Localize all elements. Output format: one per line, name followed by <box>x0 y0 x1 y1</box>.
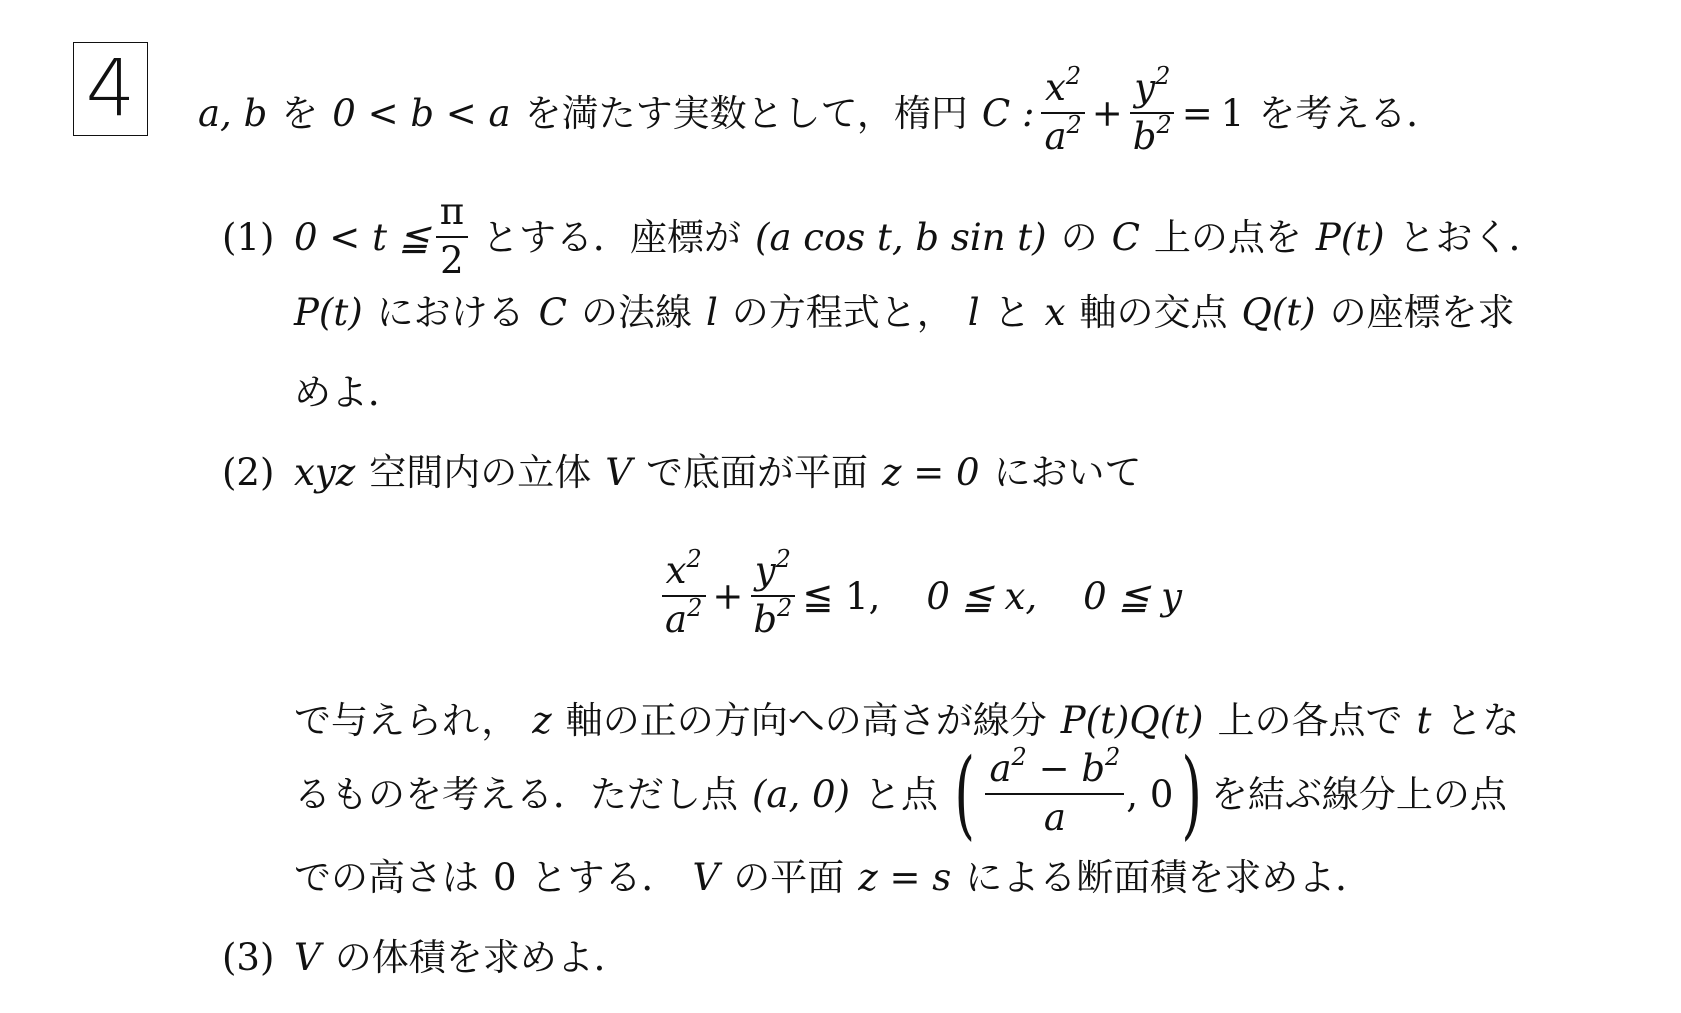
comma-zero: , 0 <box>1126 772 1174 816</box>
text: とする．座標が <box>482 215 742 259</box>
part2-line3 <box>294 738 1507 850</box>
variable-t: t <box>1416 698 1432 742</box>
ellipse-label: C : <box>981 91 1035 135</box>
text: での高さは <box>294 855 479 899</box>
space-xyz: xyz <box>294 450 356 494</box>
point-q: Q(t) <box>1241 290 1316 334</box>
point-coords: (a cos t, b sin t) <box>755 215 1047 259</box>
text: の方程式と， <box>731 290 954 334</box>
inequality-x: 0 ≦ x, <box>926 574 1038 618</box>
text: で与えられ， <box>294 698 519 742</box>
curve-c: C <box>1111 215 1140 259</box>
one: 1 <box>1220 91 1245 135</box>
solid-v: V <box>692 855 720 899</box>
equals-sign: = <box>1181 91 1213 135</box>
zero: 0 <box>493 855 517 899</box>
point-p: P(t) <box>1315 215 1385 259</box>
text: とな <box>1445 698 1520 742</box>
text: るものを考える．ただし点 <box>294 772 738 816</box>
variables-ab: a, b <box>198 91 268 135</box>
problem-number: 4 <box>85 44 136 134</box>
plane-z0: z = 0 <box>882 450 980 494</box>
text: の <box>1060 215 1098 259</box>
text: を満たす実数として，楕円 <box>524 91 968 135</box>
part3-label: (3) <box>222 935 275 979</box>
problem-number-box <box>73 42 148 136</box>
segment-pq: P(t)Q(t) <box>1060 698 1204 742</box>
right-paren: ) <box>1181 738 1203 850</box>
part1-line1 <box>222 192 1546 282</box>
line-l: l <box>967 290 980 334</box>
solid-v: V <box>605 450 632 494</box>
fraction-x2-a2: $\frac{x^2}{a^2}$ <box>1040 69 1085 157</box>
curve-c: C <box>538 290 567 334</box>
plus-sign: + <box>712 574 744 618</box>
part3-line1 <box>222 935 631 979</box>
text: による断面積を求めよ． <box>965 855 1373 899</box>
text: の法線 <box>580 290 692 334</box>
text: の体積を求めよ． <box>334 935 631 979</box>
part2-line4 <box>294 855 1372 899</box>
left-paren: ( <box>954 738 976 850</box>
text: で底面が平面 <box>646 450 868 494</box>
fraction-y2-b2: $\frac{y^2}{b^2}$ <box>749 552 796 640</box>
part1-label: (1) <box>222 215 275 259</box>
plus-sign: + <box>1091 91 1123 135</box>
text: を結ぶ線分上の点 <box>1210 772 1507 816</box>
fraction-pi-2: $\frac{\pi}{2}$ <box>436 193 468 281</box>
plane-zs: z = s <box>858 855 952 899</box>
text: の座標を求 <box>1329 290 1515 334</box>
text: 上の点を <box>1153 215 1302 259</box>
part2-line2 <box>294 698 1519 742</box>
text: を考える． <box>1258 91 1444 135</box>
line-l: l <box>705 290 718 334</box>
text: 上の各点で <box>1217 698 1403 742</box>
text: において <box>993 450 1142 494</box>
inequality-t: 0 < t ≦ <box>294 215 430 259</box>
display-equation <box>655 545 1183 644</box>
inequality-y: 0 ≦ y <box>1083 574 1183 618</box>
text: とする． <box>530 855 679 899</box>
text: 軸の正の方向への高さが線分 <box>565 698 1047 742</box>
part1-line2 <box>294 290 1515 334</box>
text: の平面 <box>733 855 845 899</box>
text: と点 <box>864 772 938 816</box>
text: とおく． <box>1398 215 1546 259</box>
text: における <box>376 290 525 334</box>
text: 軸の交点 <box>1079 290 1228 334</box>
inequality: 0 < b < a <box>332 91 511 135</box>
point-p: P(t) <box>294 290 363 334</box>
fraction-a2-b2-over-a: $\frac{a^2 - b^2}{a}$ <box>985 750 1124 838</box>
point-a0: (a, 0) <box>752 772 850 816</box>
part2-line1 <box>222 450 1142 494</box>
problem-statement <box>198 62 1444 158</box>
solid-v: V <box>294 935 321 979</box>
text: 空間内の立体 <box>369 450 592 494</box>
axis-z: z <box>532 698 552 742</box>
fraction-y2-b2: $\frac{y^2}{b^2}$ <box>1129 69 1176 157</box>
part1-line3 <box>294 370 405 414</box>
inequality-le-1: ≦ 1, <box>802 574 881 618</box>
text: めよ． <box>294 370 405 414</box>
part2-label: (2) <box>222 450 275 494</box>
axis-x: x <box>1044 290 1066 334</box>
fraction-x2-a2: $\frac{x^2}{a^2}$ <box>661 552 706 640</box>
text: を <box>281 91 319 135</box>
text: と <box>993 290 1031 334</box>
